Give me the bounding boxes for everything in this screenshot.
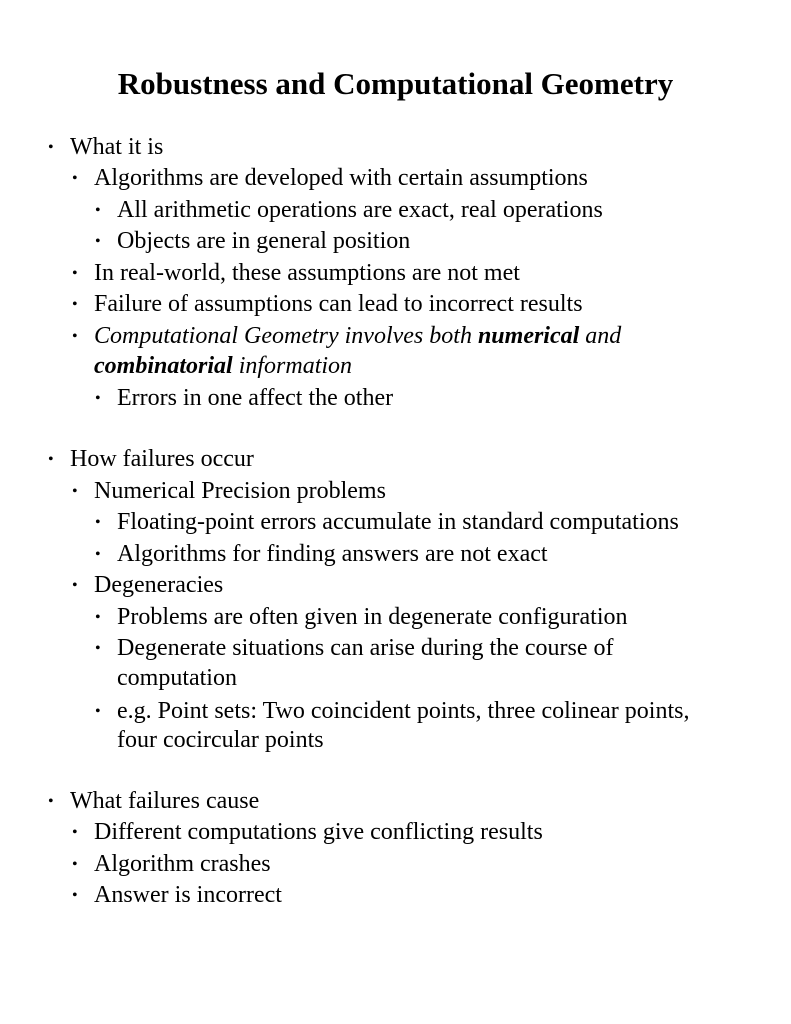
bullet-icon: • [95,546,101,563]
bullet-icon: • [72,296,78,313]
section-heading-what-it-is: What it is [70,134,164,160]
list-item-cont: computation [117,665,237,691]
list-item: Problems are often given in degenerate configuration [117,604,628,630]
list-item: Different computations give conflicting results [94,819,543,845]
bullet-icon: • [48,451,54,468]
cg-text-part1: Computational Geometry involves both [94,323,478,349]
section-heading-what-failures-cause: What failures cause [70,788,260,814]
list-item: Objects are in general position [117,228,411,254]
bullet-icon: • [72,265,78,282]
bullet-icon: • [48,793,54,810]
cg-text-combinatorial: combinatorial [94,353,233,379]
list-item: Algorithms for finding answers are not exact [117,541,548,567]
list-item: Numerical Precision problems [94,478,386,504]
cg-text-part2: and [579,323,622,349]
list-item: Failure of assumptions can lead to incorrect results [94,291,583,317]
bullet-icon: • [72,170,78,187]
section-heading-how-failures-occur: How failures occur [70,446,254,472]
bullet-icon: • [48,139,54,156]
bullet-icon: • [72,887,78,904]
list-item: Errors in one affect the other [117,385,394,411]
list-item: Answer is incorrect [94,882,282,908]
bullet-icon: • [95,202,101,219]
cg-text-part3: information [232,353,353,379]
list-item-computational-geometry [94,321,621,352]
list-item-computational-geometry-cont [94,351,352,382]
list-item: Algorithms are developed with certain assumptions [94,165,588,191]
cg-text-numerical: numerical [477,323,580,349]
bullet-icon: • [95,703,101,720]
bullet-icon: • [72,856,78,873]
bullet-icon: • [95,390,101,407]
list-item: e.g. Point sets: Two coincident points, three colinear points, [117,698,690,724]
list-item: In real-world, these assumptions are not met [94,260,520,286]
list-item: Degeneracies [94,572,224,598]
bullet-icon: • [72,824,78,841]
bullet-icon: • [95,514,101,531]
bullet-icon: • [95,640,101,657]
list-item: Degenerate situations can arise during the course of [117,635,614,661]
bullet-icon: • [72,483,78,500]
list-item: Algorithm crashes [94,851,271,877]
bullet-icon: • [95,233,101,250]
list-item-cont: four cocircular points [117,727,324,753]
list-item: All arithmetic operations are exact, real operations [117,197,603,223]
bullet-icon: • [72,577,78,594]
bullet-icon: • [95,609,101,626]
bullet-icon: • [72,328,78,345]
list-item: Floating-point errors accumulate in standard computations [117,509,679,535]
page-title: Robustness and Computational Geometry [117,66,674,101]
